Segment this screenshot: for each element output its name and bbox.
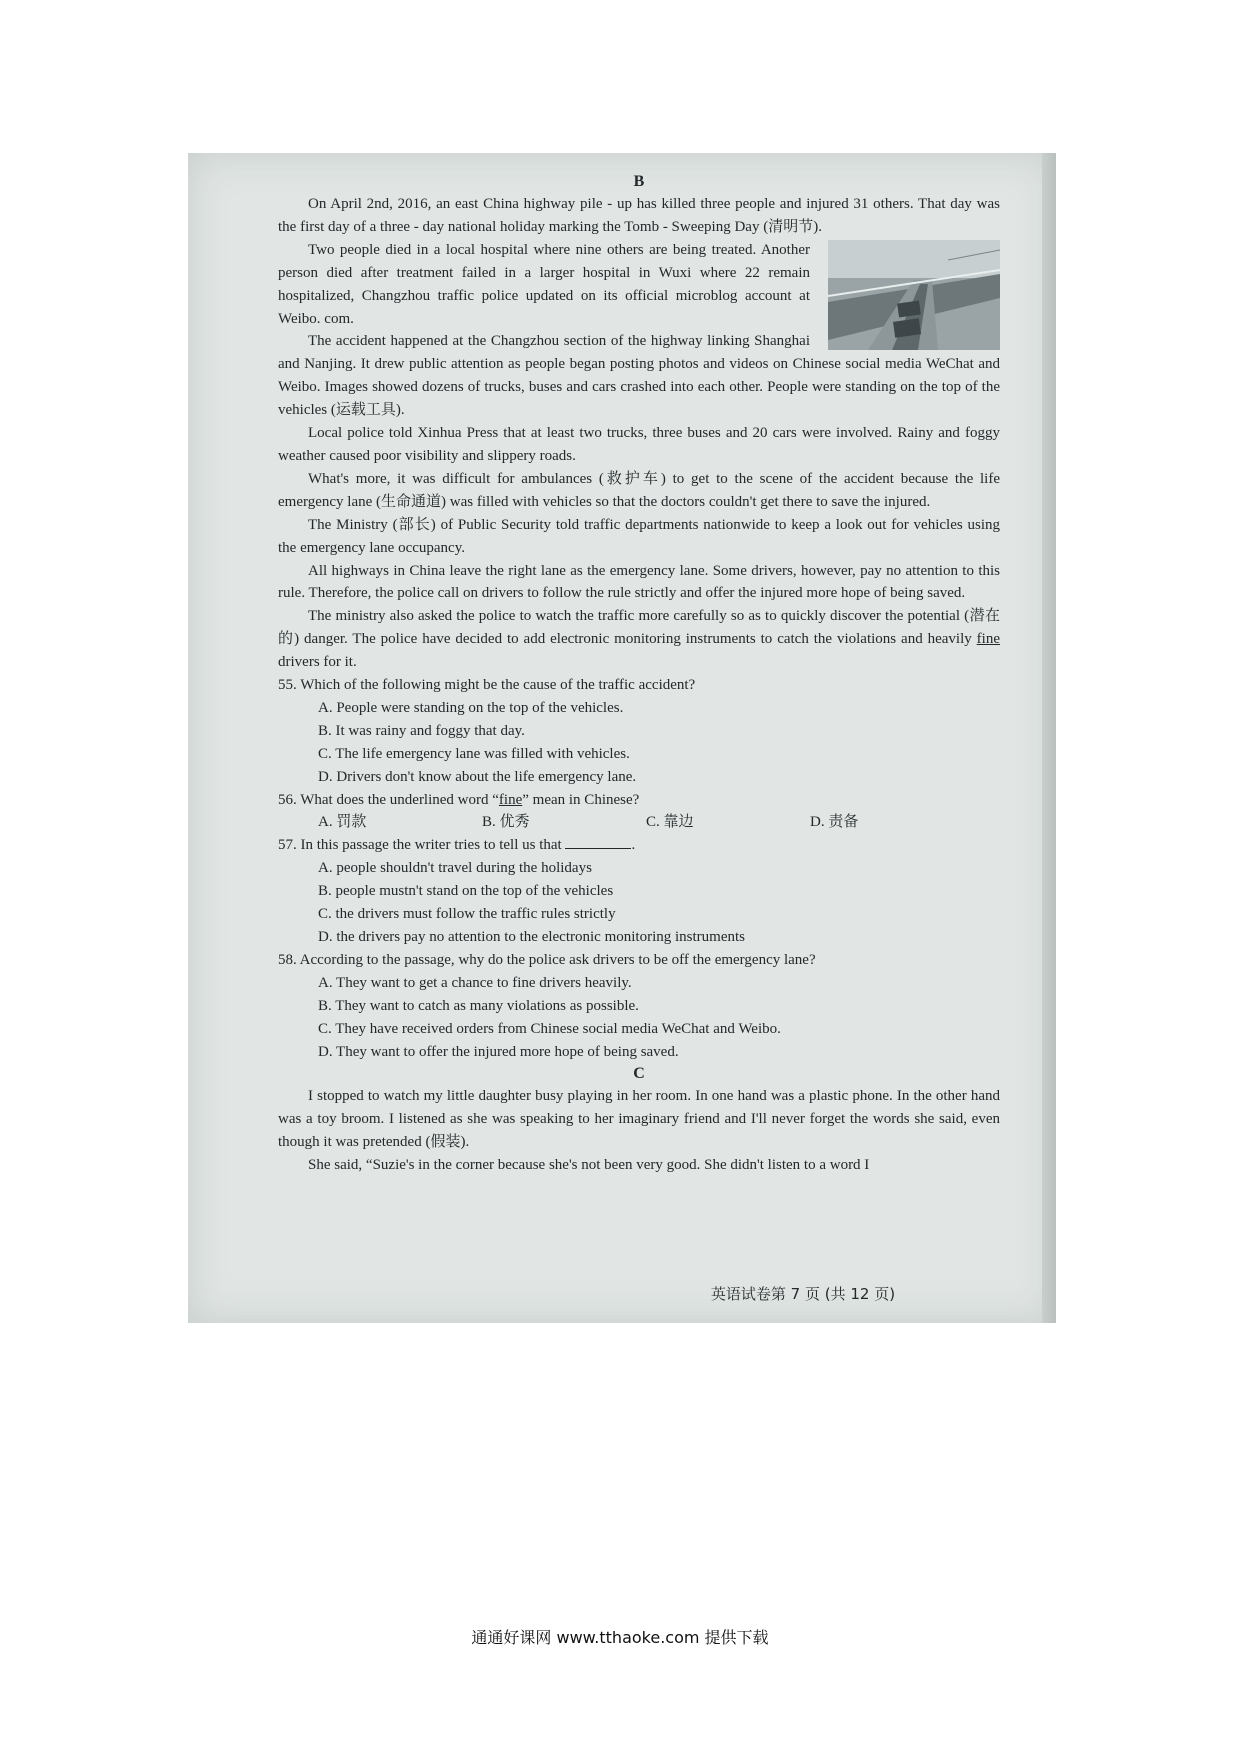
underlined-word-fine: fine <box>976 631 1000 648</box>
q57-option-b: B. people mustn't stand on the top of the vehicles <box>318 883 614 900</box>
question-58-stem: 58. According to the passage, why do the police ask drivers to be off the emergency lane? <box>278 951 816 968</box>
q57-option-d: D. the drivers pay no attention to the electronic monitoring instruments <box>318 929 745 945</box>
passage-c-paragraph-1: I stopped to watch my little daughter busy playing in her room. In one hand was a plastic phone. In the other hand was a toy broom. I listened as she was speaking to her imaginary friend and I'll never forget the words she said, even though it was pretended (假装). <box>278 1088 1000 1151</box>
question-56-stem: 56. What does the underlined word “fine” mean in Chinese? <box>278 791 640 808</box>
q56-underlined-word: fine <box>498 791 523 808</box>
scanned-exam-page <box>188 153 1056 1323</box>
question-57-stem: 57. In this passage the writer tries to tell us that . <box>278 837 636 854</box>
passage-b-paragraph-2: Two people died in a local hospital where nine others are being treated. Another person died after treatment failed in a larger hospital in Wuxi where 22 remain hospitalized, Changzhou traffic police updated on its official microblog account at Weibo. com. <box>278 241 810 327</box>
q55-option-b: B. It was rainy and foggy that day. <box>318 722 525 739</box>
highway-accident-photo <box>828 240 1000 350</box>
passage-b-paragraph-7: All highways in China leave the right lane as the emergency lane. Some drivers, however, pay no attention to this rule. Therefore, the police call on drivers to follow the rule strictly and offer the injured more hope of being saved. <box>278 562 1000 602</box>
q55-option-c: C. The life emergency lane was filled with vehicles. <box>318 745 630 762</box>
passage-b-paragraph-1: On April 2nd, 2016, an east China highway pile - up has killed three people and injured 31 others. That day was the first day of a three - day national holiday marking the Tomb - Sweeping Day (清明节). <box>278 196 1000 235</box>
passage-b-paragraph-8: The ministry also asked the police to watch the traffic more carefully so as to quickly discover the potential (潜在的) danger. The police have decided to add electronic monitoring instruments to catch the violations and heavily fine drivers for it. <box>278 608 1000 671</box>
q55-option-d: D. Drivers don't know about the life emergency lane. <box>318 768 637 785</box>
download-watermark: 通通好课网 www.tthaoke.com 提供下载 <box>471 1628 769 1647</box>
q57-option-a: A. people shouldn't travel during the holidays <box>318 860 592 877</box>
q58-option-a: A. They want to get a chance to fine drivers heavily. <box>318 974 632 991</box>
section-c-heading: C <box>633 1065 645 1083</box>
answer-blank <box>565 835 631 849</box>
q56-option-c: C. 靠边 <box>646 814 694 831</box>
page-footer: 英语试卷第 7 页 (共 12 页) <box>710 1285 896 1303</box>
q56-option-d: D. 责备 <box>810 814 859 831</box>
passage-b-paragraph-3: The accident happened at the Changzhou section of the highway linking Shanghai and Nanjing. It drew public attention as people began posting photos and videos on Chinese social media WeChat and Weibo. Images showed dozens of trucks, buses and cars crashed into each other. People were standing on the top of the vehicles (运载工具). <box>278 333 1000 419</box>
passage-b-paragraph-4: Local police told Xinhua Press that at least two trucks, three buses and 20 cars were involved. Rainy and foggy weather caused poor visibility and slippery roads. <box>278 425 1000 464</box>
q58-option-d: D. They want to offer the injured more hope of being saved. <box>318 1043 679 1060</box>
passage-c-paragraph-2: She said, “Suzie's in the corner because she's not been very good. She didn't listen to a word I <box>308 1157 870 1174</box>
passage-b-paragraph-6: The Ministry (部长) of Public Security told traffic departments nationwide to keep a look out for vehicles using the emergency lane occupancy. <box>278 516 1000 556</box>
q56-options <box>318 811 1000 834</box>
q55-option-a: A. People were standing on the top of the vehicles. <box>318 699 624 716</box>
q57-option-c: C. the drivers must follow the traffic rules strictly <box>318 906 616 923</box>
passage-b-paragraph-5: What's more, it was difficult for ambulances (救护车) to get to the scene of the accident because the life emergency lane (生命通道) was filled with vehicles so that the doctors couldn't get there to save the injured. <box>278 470 1000 510</box>
reading-passage-b <box>278 171 1000 1177</box>
q58-option-b: B. They want to catch as many violations as possible. <box>318 997 639 1014</box>
q56-option-a: A. 罚款 <box>318 814 367 831</box>
q56-option-b: B. 优秀 <box>482 814 530 831</box>
q58-option-c: C. They have received orders from Chinese social media WeChat and Weibo. <box>318 1020 781 1037</box>
question-55-stem: 55. Which of the following might be the cause of the traffic accident? <box>278 677 696 694</box>
section-b-heading: B <box>633 173 645 190</box>
